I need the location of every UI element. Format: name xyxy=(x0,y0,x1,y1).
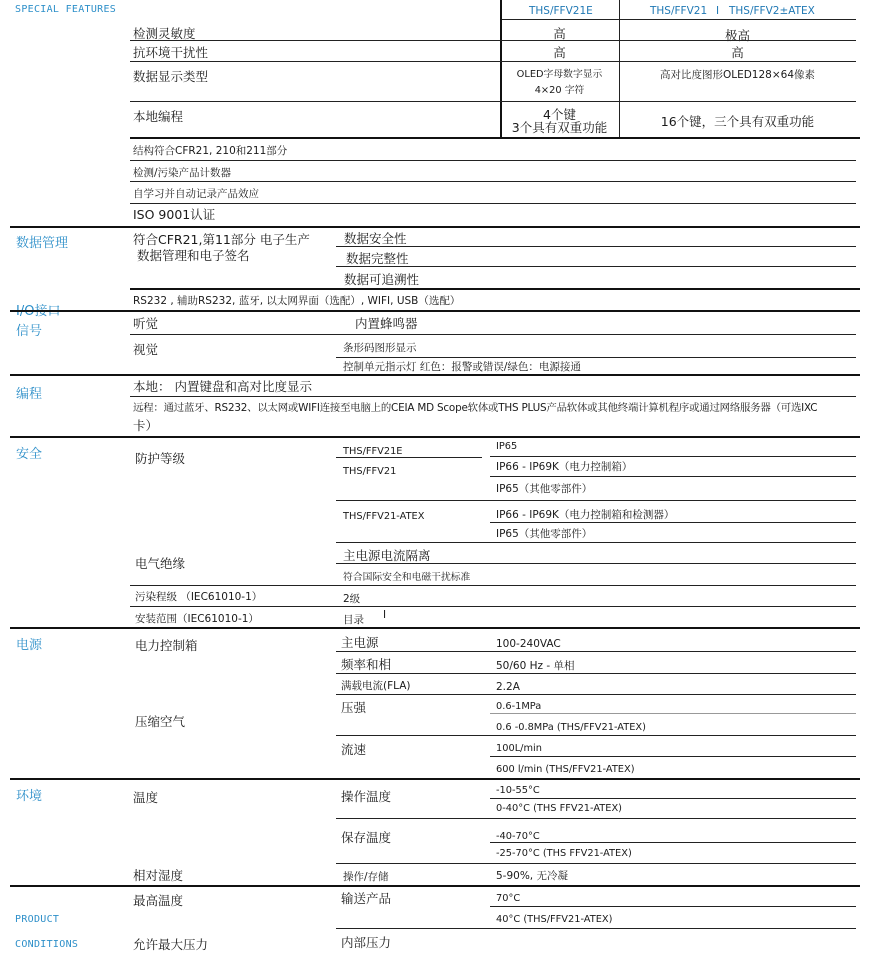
conveyed-value-1: 70°C xyxy=(496,893,521,904)
section-divider xyxy=(10,627,860,629)
row-line xyxy=(490,713,856,714)
row-line xyxy=(490,756,856,757)
programming-remote-line2: 卡） xyxy=(133,418,159,433)
row-line xyxy=(130,606,856,607)
row-line xyxy=(130,585,856,586)
feature-cfr21: 结构符合CFR21, 210和211部分 xyxy=(133,145,288,157)
sensitivity-label: 检测灵敏度 xyxy=(133,26,196,41)
pressure-value-2: 0.6 -0.8MPa (THS/FFV21-ATEX) xyxy=(496,722,646,733)
model-ffv21e-ip: IP65 xyxy=(496,441,518,452)
row-line xyxy=(336,694,856,695)
pressure-value-1: 0.6-1MPa xyxy=(496,701,542,712)
insulation-label: 电气绝缘 xyxy=(135,556,186,571)
freq-label: 频率和相 xyxy=(341,657,392,672)
data-integrity: 数据完整性 xyxy=(346,251,409,266)
section-io-line2: 信号 xyxy=(16,324,43,339)
anti-interference-value-2: 高 xyxy=(731,45,744,60)
row-line xyxy=(130,181,856,182)
section-divider xyxy=(10,778,860,780)
main-power-value: 100-240VAC xyxy=(496,638,561,650)
feature-iso9001: ISO 9001认证 xyxy=(133,207,216,222)
data-mgmt-desc-line2: 数据管理和电子签名 xyxy=(137,248,250,263)
display-value-1-line2: 4×20 字符 xyxy=(534,85,585,96)
display-value-1-line1: OLED字母数字显示 xyxy=(516,69,603,80)
pressure-label: 压强 xyxy=(341,700,367,715)
programming-value-2: 16个键，三个具有双重功能 xyxy=(660,114,815,129)
row-line xyxy=(336,928,856,929)
row-line xyxy=(130,137,860,139)
data-mgmt-desc-line1: 符合CFR21,第11部分 电子生产 xyxy=(133,232,310,247)
data-traceability: 数据可追溯性 xyxy=(344,272,420,287)
section-data-management: 数据管理 xyxy=(16,236,69,251)
anti-interference-label: 抗环境干扰性 xyxy=(133,45,209,60)
humidity-label: 相对湿度 xyxy=(133,868,184,883)
insulation-value-2: 符合国际安全和电磁干扰标准 xyxy=(343,572,471,583)
section-special-features: SPECIAL FEATURES xyxy=(15,4,117,15)
row-line xyxy=(336,818,856,819)
section-divider xyxy=(10,885,860,887)
conveyed-product-label: 输送产品 xyxy=(341,891,392,906)
internal-pressure-label: 内部压力 xyxy=(341,935,392,950)
row-line xyxy=(130,160,856,161)
section-divider xyxy=(10,374,860,376)
compressed-air-label: 压缩空气 xyxy=(135,714,186,729)
pollution-label: 污染程级 （IEC61010-1） xyxy=(135,591,263,603)
model-ffv21-ip1: IP66 - IP69K（电力控制箱） xyxy=(496,461,633,473)
section-programming: 编程 xyxy=(16,387,43,402)
section-divider xyxy=(130,288,860,290)
row-line xyxy=(130,203,856,204)
header-col-ffv21: THS/FFV21 xyxy=(650,5,708,17)
audio-label: 听觉 xyxy=(133,316,159,331)
row-line xyxy=(130,396,856,397)
install-value: 目录 xyxy=(343,614,364,626)
insulation-value-1: 主电源电流隔离 xyxy=(343,548,431,563)
model-ffv21e: THS/FFV21E xyxy=(343,446,403,457)
protection-label: 防护等级 xyxy=(135,451,186,466)
humidity-op-label: 操作/存储 xyxy=(343,871,389,883)
model-ffv21-atex: THS/FFV21-ATEX xyxy=(343,511,425,522)
main-power-label: 主电源 xyxy=(341,635,379,650)
local-programming-label: 本地编程 xyxy=(133,109,184,124)
model-ffv21-ip2: IP65（其他零部件） xyxy=(496,483,593,495)
feature-counter: 检测/污染产品计数器 xyxy=(133,167,232,179)
install-mark: I xyxy=(383,609,387,621)
section-environment: 环境 xyxy=(16,789,43,804)
feature-self-learning: 自学习并自动记录产品效应 xyxy=(133,188,259,200)
row-line xyxy=(336,500,856,501)
sensitivity-value-1: 高 xyxy=(553,26,566,41)
install-label: 安装范围（IEC61010-1） xyxy=(135,613,259,625)
row-line xyxy=(490,842,856,843)
storage-temp-value-1: -40-70°C xyxy=(496,831,540,842)
row-line xyxy=(130,40,856,41)
row-line xyxy=(130,334,856,335)
model-atex-ip2: IP65（其他零部件） xyxy=(496,528,593,540)
fla-value: 2.2A xyxy=(496,681,520,693)
temperature-label: 温度 xyxy=(133,790,159,805)
header-divider xyxy=(500,19,856,20)
row-line xyxy=(336,457,482,458)
row-line xyxy=(336,673,856,674)
row-line xyxy=(490,906,856,907)
data-security: 数据安全性 xyxy=(344,231,407,246)
sensitivity-value-2: 极高 xyxy=(724,28,750,43)
section-divider xyxy=(10,436,860,438)
row-line xyxy=(130,61,856,62)
visual-label: 视觉 xyxy=(133,342,159,357)
section-safety: 安全 xyxy=(16,447,43,462)
row-line xyxy=(490,798,856,799)
visual-value-1: 条形码图形显示 xyxy=(343,342,417,354)
header-col-ffv21-atex: THS/FFV2±ATEX xyxy=(729,5,815,17)
header-col-separator: I xyxy=(716,5,720,17)
storage-temp-value-2: -25-70°C (THS FFV21-ATEX) xyxy=(496,848,632,859)
pollution-value: 2级 xyxy=(343,593,361,605)
section-divider xyxy=(10,226,860,228)
freq-value: 50/60 Hz - 单相 xyxy=(496,660,575,672)
model-ffv21: THS/FFV21 xyxy=(343,466,397,477)
max-temp-label: 最高温度 xyxy=(133,893,184,908)
row-line xyxy=(490,522,856,523)
display-value-2: 高对比度图形OLED128×64像素 xyxy=(659,69,816,81)
row-line xyxy=(336,246,856,247)
row-line xyxy=(490,456,856,457)
section-io-line1: I/O接口 xyxy=(16,304,61,319)
io-ports: RS232 , 辅助RS232, 蓝牙, 以太网界面（选配）, WIFI, USB（选配） xyxy=(133,295,461,307)
programming-value-1-line1: 4个键 xyxy=(543,107,576,122)
programming-value-1-line2: 3个具有双重功能 xyxy=(511,120,608,135)
operating-temp-label: 操作温度 xyxy=(341,789,392,804)
section-power: 电源 xyxy=(16,638,43,653)
row-line xyxy=(336,563,856,564)
storage-temp-label: 保存温度 xyxy=(341,830,392,845)
section-product-line2: CONDITIONS xyxy=(15,939,79,950)
row-line xyxy=(336,357,856,358)
row-line xyxy=(130,101,856,102)
display-type-label: 数据显示类型 xyxy=(133,69,209,84)
row-line xyxy=(336,266,856,267)
row-line xyxy=(336,542,856,543)
operating-temp-value-2: 0-40°C (THS FFV21-ATEX) xyxy=(496,803,623,814)
power-box-label: 电力控制箱 xyxy=(135,638,198,653)
row-line xyxy=(336,651,856,652)
row-line xyxy=(336,863,856,864)
visual-value-2: 控制单元指示灯 红色：报警或错误/绿色：电源接通 xyxy=(343,361,581,373)
max-pressure-label: 允许最大压力 xyxy=(133,937,209,952)
audio-value: 内置蜂鸣器 xyxy=(355,316,418,331)
anti-interference-value-1: 高 xyxy=(553,45,566,60)
fla-label: 满载电流(FLA) xyxy=(341,680,411,692)
row-line xyxy=(336,735,856,736)
programming-remote-line1: 远程：通过蓝牙、RS232、以太网或WIFI连接至电脑上的CEIA MD Scope软体或THS PLUS产品软体或其他终端计算机程序或通过网络服务器（可选IXC xyxy=(133,402,818,414)
row-line xyxy=(490,476,856,477)
flow-label: 流速 xyxy=(341,742,367,757)
operating-temp-value-1: -10-55°C xyxy=(496,785,540,796)
conveyed-value-2: 40°C (THS/FFV21-ATEX) xyxy=(496,914,613,925)
flow-value-1: 100L/min xyxy=(496,743,542,754)
header-col-ffv21e: THS/FFV21E xyxy=(529,5,593,17)
section-product-line1: PRODUCT xyxy=(15,914,60,925)
programming-local: 本地： 内置键盘和高对比度显示 xyxy=(133,379,312,394)
model-atex-ip1: IP66 - IP69K（电力控制箱和检测器） xyxy=(496,509,675,521)
humidity-value: 5-90%, 无冷凝 xyxy=(496,870,568,882)
flow-value-2: 600 l/min (THS/FFV21-ATEX) xyxy=(496,764,635,775)
section-divider xyxy=(10,310,860,312)
